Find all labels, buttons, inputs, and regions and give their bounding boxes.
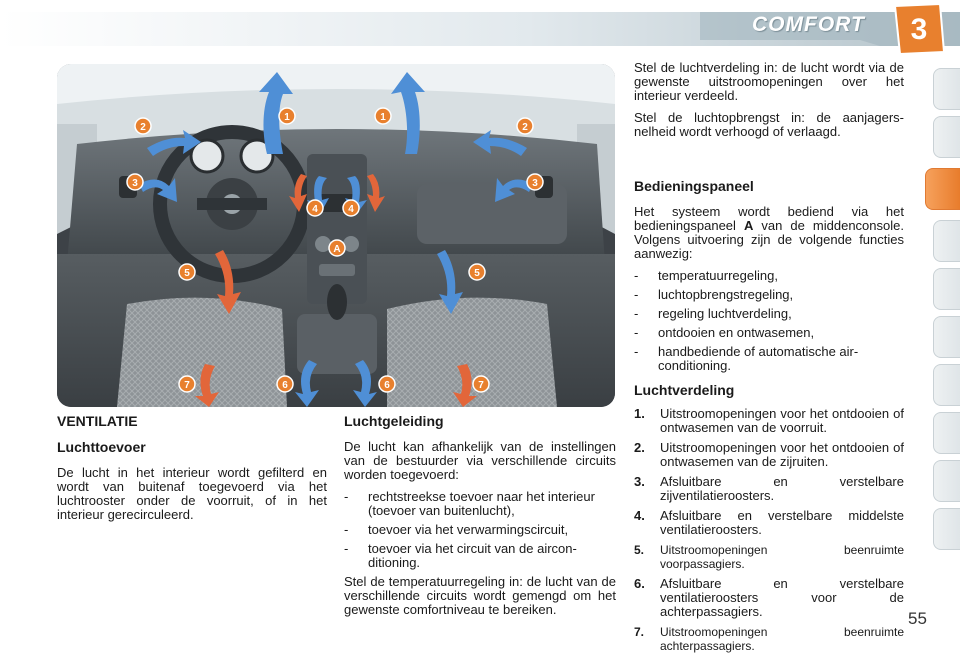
callout-marker: [469, 264, 485, 280]
callout-marker: [527, 174, 543, 190]
section-title: VENTILATIE: [57, 413, 138, 429]
distribution-setting-paragraph: Stel de luchtverdeling in: de lucht wordt via de gewenste uitstroomopeningen over het interieur verdeeld.: [634, 60, 904, 103]
chapter-tabs: [932, 68, 960, 588]
callout-marker: [179, 264, 195, 280]
svg-text:4: 4: [348, 204, 354, 215]
svg-text:6: 6: [384, 380, 390, 391]
list-item: - toevoer via het circuit van de aircon-ditioning.: [344, 541, 577, 570]
list-item: - temperatuurregeling,: [634, 268, 778, 283]
svg-text:A: A: [333, 244, 341, 255]
left-column: [57, 414, 327, 530]
flow-setting-paragraph: Stel de luchtopbrengst in: de aanjagers-nelheid wordt verhoogd of verlaagd.: [634, 110, 904, 139]
air-flow-intro: De lucht kan afhankelijk van de instellingen van de bestuurder via verschillende circuits worden toegevoerd:: [344, 439, 616, 482]
car-interior-drawing: [57, 64, 615, 407]
control-panel-heading: Bedieningspaneel: [634, 178, 754, 194]
list-item: - luchtopbrengstregeling,: [634, 287, 794, 302]
list-item: - ontdooien en ontwasemen,: [634, 325, 815, 340]
callout-marker: [473, 376, 489, 392]
list-item: 5. Uitstroomopeningen beenruimte voorpassagiers.: [634, 543, 904, 571]
chapter-header: [0, 0, 960, 58]
list-item: 4. Afsluitbare en verstelbare middelste ventilatieroosters.: [634, 508, 904, 537]
chapter-tab[interactable]: [933, 268, 960, 310]
callout-marker: [279, 108, 295, 124]
callout-marker: [343, 200, 359, 216]
svg-text:3: 3: [132, 178, 138, 189]
callout-marker: [379, 376, 395, 392]
list-item: - toevoer via het verwarmingscircuit,: [344, 522, 569, 537]
svg-text:1: 1: [284, 112, 290, 123]
list-item: - regeling luchtverdeling,: [634, 306, 792, 321]
control-panel-functions: [634, 269, 904, 373]
chapter-tab[interactable]: [933, 508, 960, 550]
air-flow-heading: Luchtgeleiding: [344, 413, 444, 429]
air-distribution-heading: Luchtverdeling: [634, 382, 735, 398]
air-intake-heading: Luchttoevoer: [57, 439, 146, 455]
svg-text:7: 7: [478, 380, 484, 391]
chapter-tab[interactable]: [933, 364, 960, 406]
svg-text:4: 4: [312, 204, 318, 215]
chapter-tab[interactable]: [933, 460, 960, 502]
list-item: - rechtstreekse toevoer naar het interieur (toevoer van buitenlucht),: [344, 489, 595, 518]
control-panel-marker: [329, 240, 345, 256]
callout-marker: [179, 376, 195, 392]
list-item: - handbediende of automatische air-conditioning.: [634, 344, 859, 373]
list-item: 2. Uitstroomopeningen voor het ontdooien of ontwasemen van de zijruiten.: [634, 440, 904, 469]
svg-text:6: 6: [282, 380, 288, 391]
chapter-title: COMFORT: [752, 13, 865, 36]
chapter-number-badge: 3: [910, 13, 928, 46]
svg-text:1: 1: [380, 112, 386, 123]
chapter-tab[interactable]: [933, 68, 960, 110]
air-flow-list: [344, 490, 616, 570]
callout-marker: [127, 174, 143, 190]
list-item: 3. Afsluitbare en verstelbare zijventilatieroosters.: [634, 474, 904, 503]
chapter-tab[interactable]: [933, 220, 960, 262]
ventilation-illustration: [57, 64, 615, 407]
page-number: 55: [908, 609, 927, 628]
control-panel-intro: Het systeem wordt bediend via het bedieningspaneel A van de middenconsole. Volgens uitvoering zijn de volgende functies aanwezig:: [634, 204, 904, 261]
right-column: [634, 61, 904, 659]
callout-marker: [277, 376, 293, 392]
svg-text:2: 2: [140, 122, 146, 133]
callout-marker: [135, 118, 151, 134]
callout-marker: [517, 118, 533, 134]
svg-text:7: 7: [184, 380, 190, 391]
chapter-tab[interactable]: [933, 116, 960, 158]
list-item: 6. Afsluitbare en verstelbare ventilatieroosters voor de achterpassagiers.: [634, 576, 904, 619]
middle-column: [344, 414, 616, 625]
list-item: 1. Uitstroomopeningen voor het ontdooien of ontwasemen van de voorruit.: [634, 406, 904, 435]
svg-text:5: 5: [474, 268, 480, 279]
air-distribution-list: [634, 407, 904, 653]
air-intake-paragraph: De lucht in het interieur wordt gefilterd en wordt van buitenaf toegevoerd via het luchtrooster onder de voorruit, of in het interieur gerecirculeerd.: [57, 465, 327, 522]
list-item: 7. Uitstroomopeningen beenruimte achterpassagiers.: [634, 625, 904, 653]
callout-marker: [375, 108, 391, 124]
chapter-tab[interactable]: [933, 412, 960, 454]
svg-text:2: 2: [522, 122, 528, 133]
svg-text:5: 5: [184, 268, 190, 279]
chapter-tab[interactable]: [933, 316, 960, 358]
air-flow-outro: Stel de temperatuurregeling in: de lucht van de verschillende circuits wordt gemengd om het gewenste comfortniveau te bereiken.: [344, 574, 616, 617]
svg-text:3: 3: [532, 178, 538, 189]
chapter-tab-active[interactable]: [925, 168, 960, 210]
callout-marker: [307, 200, 323, 216]
